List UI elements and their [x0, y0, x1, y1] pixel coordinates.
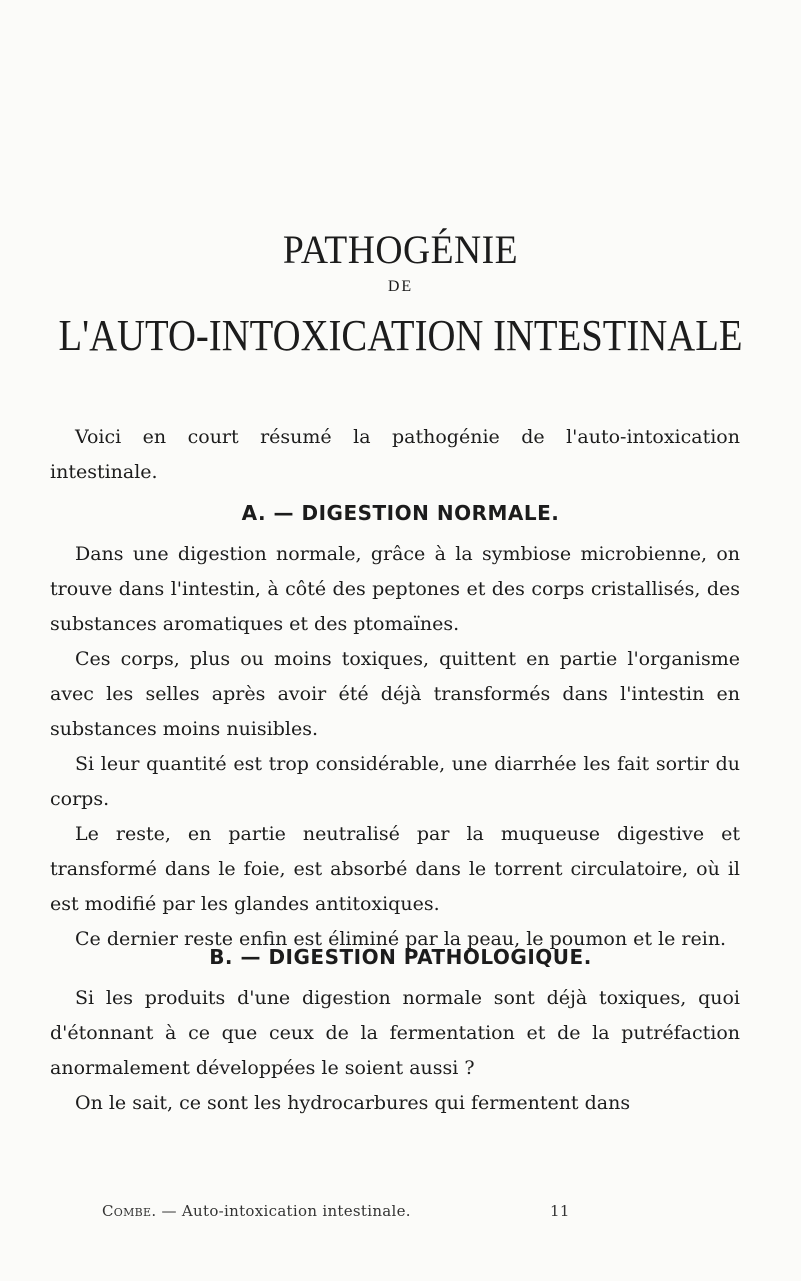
intro-block [50, 420, 740, 490]
section-a-paragraph: Ces corps, plus ou moins toxiques, quittent en partie l'organisme avec les selles après avoir été déjà transformés dans l'intestin en substances moins nuisibles. [50, 648, 740, 740]
page-subtitle: L'AUTO-INTOXICATION INTESTINALE [58, 311, 743, 360]
section-b-body [50, 981, 740, 1121]
footer-running-title: Auto-intoxication intestinale. [181, 1202, 411, 1220]
section-a-paragraph: Ce dernier reste enfin est éliminé par la peau, le poumon et le rein. [75, 928, 727, 950]
footer-author: Combe. [102, 1202, 157, 1220]
section-b-heading: B. — DIGESTION PATHOLOGIQUE. [209, 945, 592, 969]
section-b-paragraph: Si les produits d'une digestion normale sont déjà toxiques, quoi d'étonnant à ce que ceux de la fermentation et de la putréfaction anormalement développées le soient aussi ? [50, 987, 740, 1079]
section-a-paragraph: Dans une digestion normale, grâce à la symbiose microbienne, on trouve dans l'intestin, à côté des peptones et des corps cristallisés, des substances aromatiques et des ptomaïnes. [50, 543, 740, 635]
page-title: PATHOGÉNIE [282, 227, 519, 272]
section-a-paragraph: Le reste, en partie neutralisé par la muqueuse digestive et transformé dans le foie, est absorbé dans le torrent circulatoire, où il est modifié par les glandes antitoxiques. [50, 823, 740, 915]
section-a-paragraph: Si leur quantité est trop considérable, une diarrhée les fait sortir du corps. [50, 753, 740, 810]
footer-separator: — [161, 1202, 177, 1220]
intro-paragraph: Voici en court résumé la pathogénie de l'auto-intoxication intestinale. [50, 426, 740, 483]
section-a-body [50, 537, 740, 957]
page-number: 11 [550, 1202, 570, 1220]
section-a-heading: A. — DIGESTION NORMALE. [241, 501, 560, 525]
section-b-paragraph: On le sait, ce sont les hydrocarbures qui fermentent dans [75, 1092, 631, 1114]
page-footer [102, 1202, 702, 1220]
title-connector: DE [387, 278, 414, 295]
